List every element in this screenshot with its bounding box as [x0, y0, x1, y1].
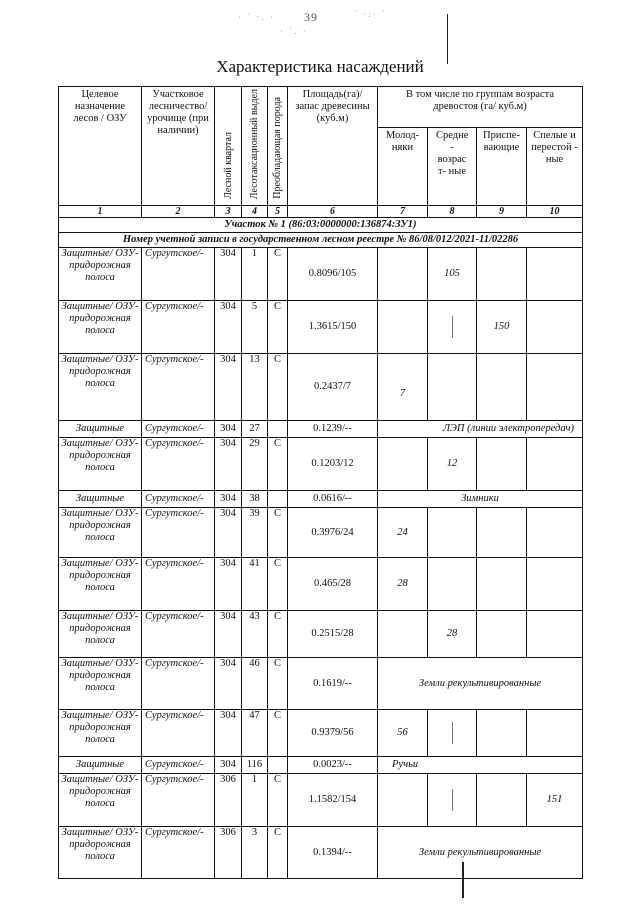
cell-forestry: Сургутское/- — [142, 248, 215, 301]
cell-middle — [428, 301, 477, 354]
cell-forestry: Сургутское/- — [142, 611, 215, 658]
col-index: 8 — [428, 206, 477, 218]
cell-species: С — [268, 354, 288, 421]
cell-purpose: Защитные/ ОЗУ- придорожная полоса — [59, 354, 142, 421]
cell-species — [268, 421, 288, 438]
cell-ripening — [477, 508, 527, 558]
cell-species: С — [268, 438, 288, 491]
cell-young: 24 — [378, 508, 428, 558]
cell-plot: 39 — [242, 508, 268, 558]
cell-plot: 13 — [242, 354, 268, 421]
cell-plot: 116 — [242, 757, 268, 774]
cell-area: 1.1582/154 — [288, 774, 378, 827]
cell-middle — [428, 354, 477, 421]
cell-plot: 47 — [242, 710, 268, 757]
cell-forestry: Сургутское/- — [142, 354, 215, 421]
cell-ripening: 150 — [477, 301, 527, 354]
cell-forestry: Сургутское/- — [142, 710, 215, 757]
cell-purpose: Защитные — [59, 491, 142, 508]
cell-middle — [428, 774, 477, 827]
cell-note: Зимники — [378, 491, 583, 508]
table-row — [59, 710, 583, 757]
cell-plot: 43 — [242, 611, 268, 658]
table-row — [59, 774, 583, 827]
header-mature: Спелые и перестой - ные — [527, 128, 583, 206]
cell-purpose: Защитные/ ОЗУ- придорожная полоса — [59, 301, 142, 354]
cell-purpose: Защитные — [59, 757, 142, 774]
header-plot-cell — [242, 87, 268, 206]
table-row — [59, 611, 583, 658]
table-row — [59, 827, 583, 879]
cell-plot: 27 — [242, 421, 268, 438]
cell-area: 0.0616/-- — [288, 491, 378, 508]
header-middle: Средне - возрас т- ные — [428, 128, 477, 206]
cell-forestry: Сургутское/- — [142, 774, 215, 827]
cell-plot: 3 — [242, 827, 268, 879]
cell-forestry: Сургутское/- — [142, 491, 215, 508]
cell-quarter: 304 — [215, 757, 242, 774]
cell-forestry: Сургутское/- — [142, 827, 215, 879]
cell-area: 0.1239/-- — [288, 421, 378, 438]
cell-quarter: 304 — [215, 248, 242, 301]
cell-mature — [527, 558, 583, 611]
cell-ripening — [477, 248, 527, 301]
col-index: 7 — [378, 206, 428, 218]
header-ripening: Приспе-вающие — [477, 128, 527, 206]
cell-purpose: Защитные/ ОЗУ- придорожная полоса — [59, 611, 142, 658]
cell-mature — [527, 301, 583, 354]
cell-middle: 28 — [428, 611, 477, 658]
cell-species: С — [268, 301, 288, 354]
header-area: Площадь(га)/ запас древесины (куб.м) — [288, 87, 378, 206]
cell-mature — [527, 611, 583, 658]
table-row — [59, 301, 583, 354]
cell-species: С — [268, 611, 288, 658]
cell-quarter: 304 — [215, 558, 242, 611]
cell-area: 0.2437/7 — [288, 354, 378, 421]
table-row — [59, 354, 583, 421]
cell-mature — [527, 248, 583, 301]
cell-area: 0.1619/-- — [288, 658, 378, 710]
cell-species: С — [268, 558, 288, 611]
cell-plot: 5 — [242, 301, 268, 354]
header-age-groups: В том числе по группам возраста древостоя (га/ куб.м) — [378, 87, 583, 128]
header-species-cell — [268, 87, 288, 206]
cell-mature — [527, 354, 583, 421]
cell-young — [378, 248, 428, 301]
cell-ripening — [477, 710, 527, 757]
cell-purpose: Защитные/ ОЗУ- придорожная полоса — [59, 558, 142, 611]
cell-mature — [527, 710, 583, 757]
cell-area: 0.465/28 — [288, 558, 378, 611]
cell-middle: 105 — [428, 248, 477, 301]
table-row — [59, 248, 583, 301]
header-quarter: Лесной квартал — [222, 132, 234, 200]
col-index: 5 — [268, 206, 288, 218]
cell-note: ЛЭП (линии электропередач) — [378, 421, 583, 438]
cell-ripening — [477, 611, 527, 658]
table-row — [59, 658, 583, 710]
cell-species: С — [268, 827, 288, 879]
cell-middle — [428, 710, 477, 757]
header-purpose: Целевое назначение лесов / ОЗУ — [59, 87, 142, 206]
cell-mature — [527, 508, 583, 558]
header-young: Молод-няки — [378, 128, 428, 206]
cell-mature: 151 — [527, 774, 583, 827]
col-index: 10 — [527, 206, 583, 218]
page-title: Характеристика насаждений — [216, 57, 424, 76]
plantation-table — [58, 86, 583, 879]
header-plot: Лесотаксационный выдел — [249, 89, 260, 200]
table-row — [59, 508, 583, 558]
header-forestry: Участковое лесничество/ урочище (при наличии) — [142, 87, 215, 206]
cell-quarter: 304 — [215, 658, 242, 710]
scan-noise: · ˙ ·. · — [238, 12, 275, 22]
cell-young: 7 — [378, 354, 428, 421]
cell-area: 0.9379/56 — [288, 710, 378, 757]
cell-species — [268, 491, 288, 508]
cell-area: 0.1394/-- — [288, 827, 378, 879]
table-row — [59, 491, 583, 508]
cell-forestry: Сургутское/- — [142, 301, 215, 354]
cell-purpose: Защитные/ ОЗУ- придорожная полоса — [59, 710, 142, 757]
cell-quarter: 304 — [215, 508, 242, 558]
cell-ripening — [477, 774, 527, 827]
cell-area: 0.1203/12 — [288, 438, 378, 491]
cell-quarter: 306 — [215, 827, 242, 879]
cell-young — [378, 774, 428, 827]
cell-species: С — [268, 248, 288, 301]
cell-area: 0.3976/24 — [288, 508, 378, 558]
table-row — [59, 757, 583, 774]
cell-plot: 46 — [242, 658, 268, 710]
cell-note: Земли рекультивированные — [378, 827, 583, 879]
cell-quarter: 304 — [215, 611, 242, 658]
scan-mark — [452, 316, 453, 338]
cell-quarter: 304 — [215, 354, 242, 421]
cell-ripening — [477, 558, 527, 611]
cell-plot: 29 — [242, 438, 268, 491]
cell-quarter: 304 — [215, 491, 242, 508]
cell-young — [378, 611, 428, 658]
col-index: 6 — [288, 206, 378, 218]
cell-middle: 12 — [428, 438, 477, 491]
cell-forestry: Сургутское/- — [142, 757, 215, 774]
cell-species: С — [268, 710, 288, 757]
cell-species — [268, 757, 288, 774]
cell-forestry: Сургутское/- — [142, 438, 215, 491]
col-index: 2 — [142, 206, 215, 218]
page-number: 39 — [304, 10, 318, 24]
cell-ripening — [477, 354, 527, 421]
cell-quarter: 306 — [215, 774, 242, 827]
header-species: Преобладающая порода — [272, 97, 283, 200]
scan-noise: · ˙. · — [280, 26, 308, 36]
cell-ripening — [477, 438, 527, 491]
cell-species: С — [268, 508, 288, 558]
cell-purpose: Защитные/ ОЗУ- придорожная полоса — [59, 438, 142, 491]
cell-plot: 1 — [242, 248, 268, 301]
scan-mark — [452, 722, 453, 744]
cell-purpose: Защитные/ ОЗУ- придорожная полоса — [59, 658, 142, 710]
cell-forestry: Сургутское/- — [142, 508, 215, 558]
cell-forestry: Сургутское/- — [142, 421, 215, 438]
cell-middle — [428, 558, 477, 611]
cell-quarter: 304 — [215, 438, 242, 491]
cell-note: Ручьи — [378, 757, 583, 774]
cell-young — [378, 301, 428, 354]
cell-area: 1.3615/150 — [288, 301, 378, 354]
cell-note: Земли рекультивированные — [378, 658, 583, 710]
cell-plot: 38 — [242, 491, 268, 508]
cell-quarter: 304 — [215, 710, 242, 757]
cell-young — [378, 438, 428, 491]
cell-area: 0.8096/105 — [288, 248, 378, 301]
record-title: Номер учетной записи в государственном лесном реестре № 86/08/012/2021-11/02286 — [59, 233, 583, 248]
cell-plot: 1 — [242, 774, 268, 827]
cell-purpose: Защитные/ ОЗУ- придорожная полоса — [59, 508, 142, 558]
cell-middle — [428, 508, 477, 558]
table-row — [59, 421, 583, 438]
cell-species: С — [268, 658, 288, 710]
cell-area: 0.2515/28 — [288, 611, 378, 658]
cell-purpose: Защитные/ ОЗУ- придорожная полоса — [59, 248, 142, 301]
cell-mature — [527, 438, 583, 491]
cell-purpose: Защитные/ ОЗУ- придорожная полоса — [59, 774, 142, 827]
cell-area: 0.0023/-- — [288, 757, 378, 774]
table-row — [59, 438, 583, 491]
table-row — [59, 558, 583, 611]
cell-purpose: Защитные — [59, 421, 142, 438]
cell-quarter: 304 — [215, 421, 242, 438]
header-quarter-cell — [215, 87, 242, 206]
col-index: 1 — [59, 206, 142, 218]
section-title: Участок № 1 (86:03:0000000:136874:ЗУ1) — [59, 218, 583, 233]
column-index-row — [59, 206, 583, 218]
cell-purpose: Защитные/ ОЗУ- придорожная полоса — [59, 827, 142, 879]
header-row — [59, 87, 583, 128]
cell-quarter: 304 — [215, 301, 242, 354]
scan-mark — [452, 789, 453, 811]
cell-young: 56 — [378, 710, 428, 757]
cell-forestry: Сургутское/- — [142, 558, 215, 611]
scan-noise: ˙ ·:· ˙ — [354, 9, 387, 19]
cell-plot: 41 — [242, 558, 268, 611]
col-index: 9 — [477, 206, 527, 218]
cell-forestry: Сургутское/- — [142, 658, 215, 710]
col-index: 4 — [242, 206, 268, 218]
col-index: 3 — [215, 206, 242, 218]
cell-young: 28 — [378, 558, 428, 611]
cell-species: С — [268, 774, 288, 827]
